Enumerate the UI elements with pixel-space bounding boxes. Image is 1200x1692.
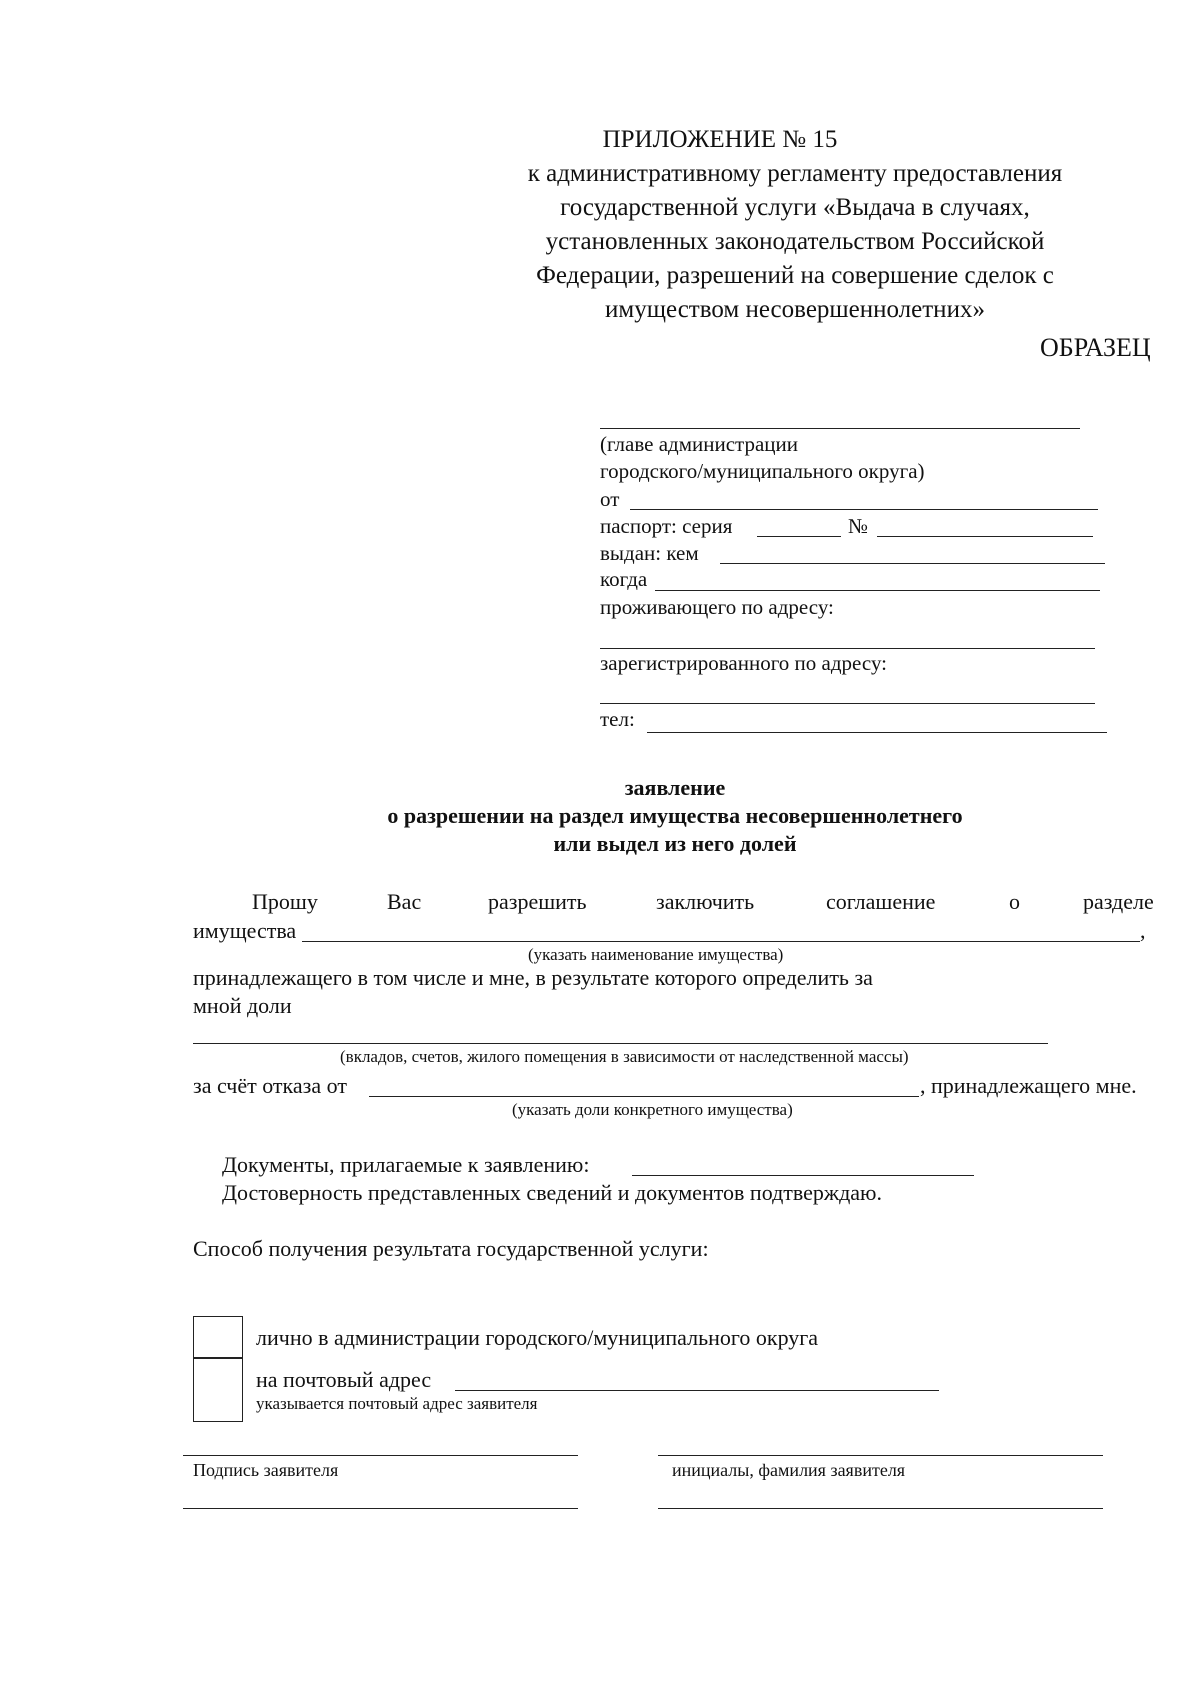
shares-hint: (вкладов, счетов, жилого помещения в зависимости от наследственной массы) <box>340 1047 909 1066</box>
justified-line <box>252 889 318 915</box>
word-5: соглашение <box>826 889 936 914</box>
addressee-head-1: (главе администрации <box>600 432 799 456</box>
issued-by-field[interactable] <box>720 563 1105 564</box>
addressee-head-2: городского/муниципального округа) <box>600 459 925 483</box>
property-hint: (указать наименование имущества) <box>528 945 784 964</box>
word-6: о <box>1009 889 1020 914</box>
passport-label: паспорт: серия <box>600 514 733 538</box>
regulation-line-3: установленных законодательством Российской <box>545 228 1045 255</box>
registered-address-field[interactable] <box>600 703 1095 704</box>
signature-label: Подпись заявителя <box>193 1460 339 1480</box>
documents-label: Документы, прилагаемые к заявлению: <box>222 1152 590 1177</box>
option-mail-label: на почтовый адрес <box>256 1367 432 1392</box>
signature-field[interactable] <box>183 1508 578 1509</box>
word-4: заключить <box>656 889 755 914</box>
refusal-label: за счёт отказа от <box>193 1073 347 1098</box>
refusal-field[interactable] <box>369 1096 919 1097</box>
method-title: Способ получения результата государственной услуги: <box>193 1236 709 1261</box>
issued-by-label: выдан: кем <box>600 541 699 565</box>
statement-title: заявление <box>624 775 726 800</box>
phone-label: тел: <box>600 707 635 731</box>
option-mail-checkbox[interactable] <box>193 1357 243 1422</box>
issued-date-field[interactable] <box>655 590 1100 591</box>
property-comma: , <box>1140 918 1146 943</box>
regulation-line-4: Федерации, разрешений на совершение сделок с <box>536 262 1054 289</box>
registered-label: зарегистрированного по адресу: <box>600 651 887 675</box>
option-personal-checkbox[interactable] <box>193 1316 243 1359</box>
residing-label: проживающего по адресу: <box>600 595 834 619</box>
issued-date-label: когда <box>600 567 648 591</box>
from-field[interactable] <box>630 509 1098 510</box>
refusal-hint: (указать доли конкретного имущества) <box>512 1100 793 1119</box>
passport-number-label: № <box>848 514 869 538</box>
appendix-title: ПРИЛОЖЕНИЕ № 15 <box>602 126 838 153</box>
body-line-3: мной доли <box>193 993 292 1018</box>
body-line-2: принадлежащего в том числе и мне, в результате которого определить за <box>193 965 873 990</box>
passport-number-field[interactable] <box>877 536 1093 537</box>
statement-subtitle-1: о разрешении на раздел имущества несовершеннолетнего <box>387 803 963 828</box>
passport-series-field[interactable] <box>757 536 841 537</box>
property-label: имущества <box>193 918 297 943</box>
mail-address-field[interactable] <box>455 1390 939 1391</box>
option-mail-hint: указывается почтовый адрес заявителя <box>256 1394 538 1413</box>
phone-field[interactable] <box>647 732 1107 733</box>
confirm-text: Достоверность представленных сведений и документов подтверждаю. <box>222 1180 882 1205</box>
option-personal-label: лично в администрации городского/муниципального округа <box>256 1325 819 1350</box>
name-label: инициалы, фамилия заявителя <box>672 1460 906 1480</box>
sample-stamp: ОБРАЗЕЦ <box>1040 333 1151 362</box>
regulation-line-1: к административному регламенту предоставления <box>527 160 1063 187</box>
residing-address-field[interactable] <box>600 648 1095 649</box>
regulation-line-5: имуществом несовершеннолетних» <box>605 296 985 323</box>
word-3: разрешить <box>488 889 587 914</box>
word-2: Вас <box>387 889 422 914</box>
from-label: от <box>600 487 620 511</box>
signature-line-top <box>183 1455 578 1456</box>
name-line-top <box>658 1455 1103 1456</box>
belonging-text: , принадлежащего мне. <box>920 1073 1137 1098</box>
word-1: Прошу <box>252 889 318 914</box>
name-field[interactable] <box>658 1508 1103 1509</box>
property-name-field[interactable] <box>302 941 1140 942</box>
word-7: разделе <box>1083 889 1154 914</box>
addressee-line[interactable] <box>600 428 1080 429</box>
documents-field[interactable] <box>632 1175 974 1176</box>
shares-field[interactable] <box>193 1043 1048 1044</box>
regulation-line-2: государственной услуги «Выдача в случаях, <box>560 194 1030 221</box>
statement-subtitle-2: или выдел из него долей <box>553 831 797 856</box>
